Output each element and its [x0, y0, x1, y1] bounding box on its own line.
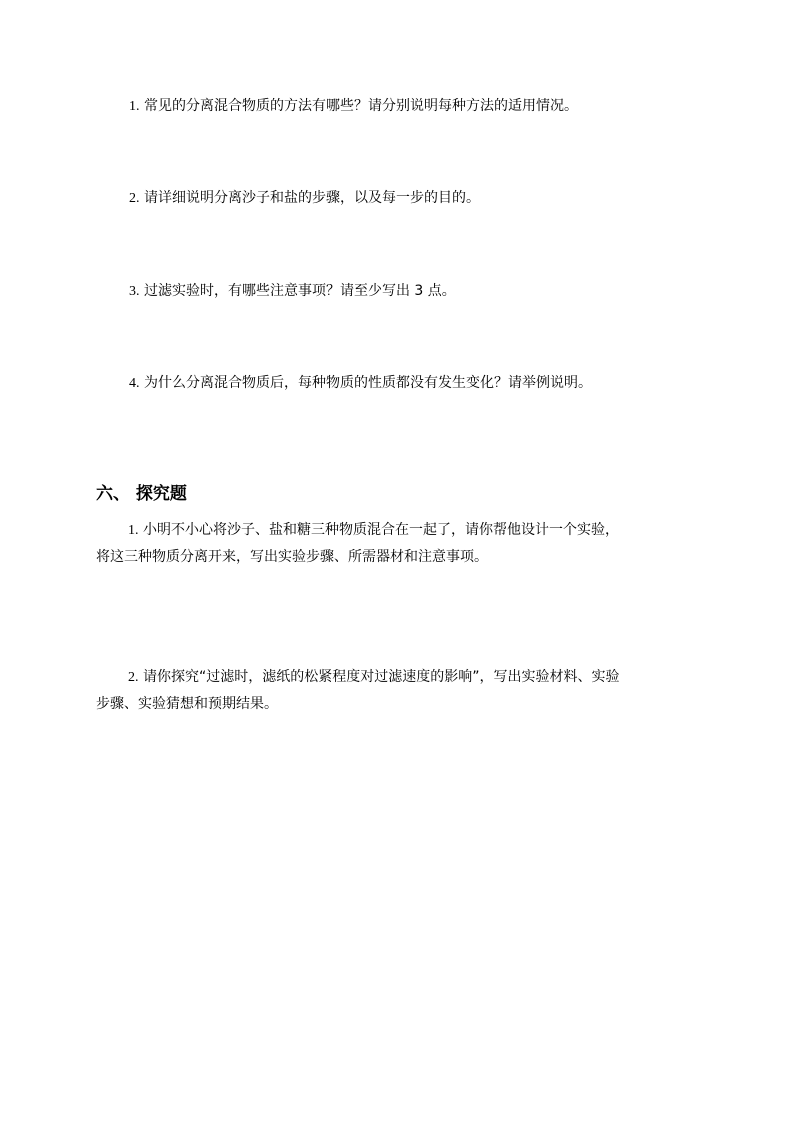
question-text: 过滤实验时，有哪些注意事项？请至少写出 3 点。: [143, 283, 456, 299]
inquiry-question-2: [96, 664, 706, 717]
question-text: 为什么分离混合物质后，每种物质的性质都没有发生变化？请举例说明。: [143, 375, 592, 391]
question-number: 4.: [129, 376, 140, 391]
inquiry-question-1: [96, 517, 706, 570]
question-2: [129, 188, 709, 209]
question-number: 1.: [129, 99, 140, 114]
question-line: [96, 517, 706, 544]
question-number: 3.: [129, 284, 140, 299]
question-text: 请你探究“过滤时，滤纸的松紧程度对过滤速度的影响”，写出实验材料、实验: [142, 669, 620, 685]
question-4: [129, 373, 709, 394]
question-3: [129, 281, 709, 302]
question-1: [129, 96, 709, 117]
question-number: 1.: [128, 523, 139, 538]
question-text: 请详细说明分离沙子和盐的步骤，以及每一步的目的。: [143, 190, 480, 206]
question-line: [96, 664, 706, 691]
question-number: 2.: [128, 670, 139, 685]
question-text: 常见的分离混合物质的方法有哪些？请分别说明每种方法的适用情况。: [143, 98, 578, 114]
question-text-continued: 步骤、实验猜想和预期结果。: [96, 696, 278, 712]
section-title: 六、 探究题: [96, 484, 187, 504]
question-number: 2.: [129, 191, 140, 206]
question-text: 小明不小心将沙子、盐和糖三种物质混合在一起了，请你帮他设计一个实验，: [142, 522, 619, 538]
question-text-continued: 将这三种物质分离开来，写出实验步骤、所需器材和注意事项。: [96, 549, 488, 565]
